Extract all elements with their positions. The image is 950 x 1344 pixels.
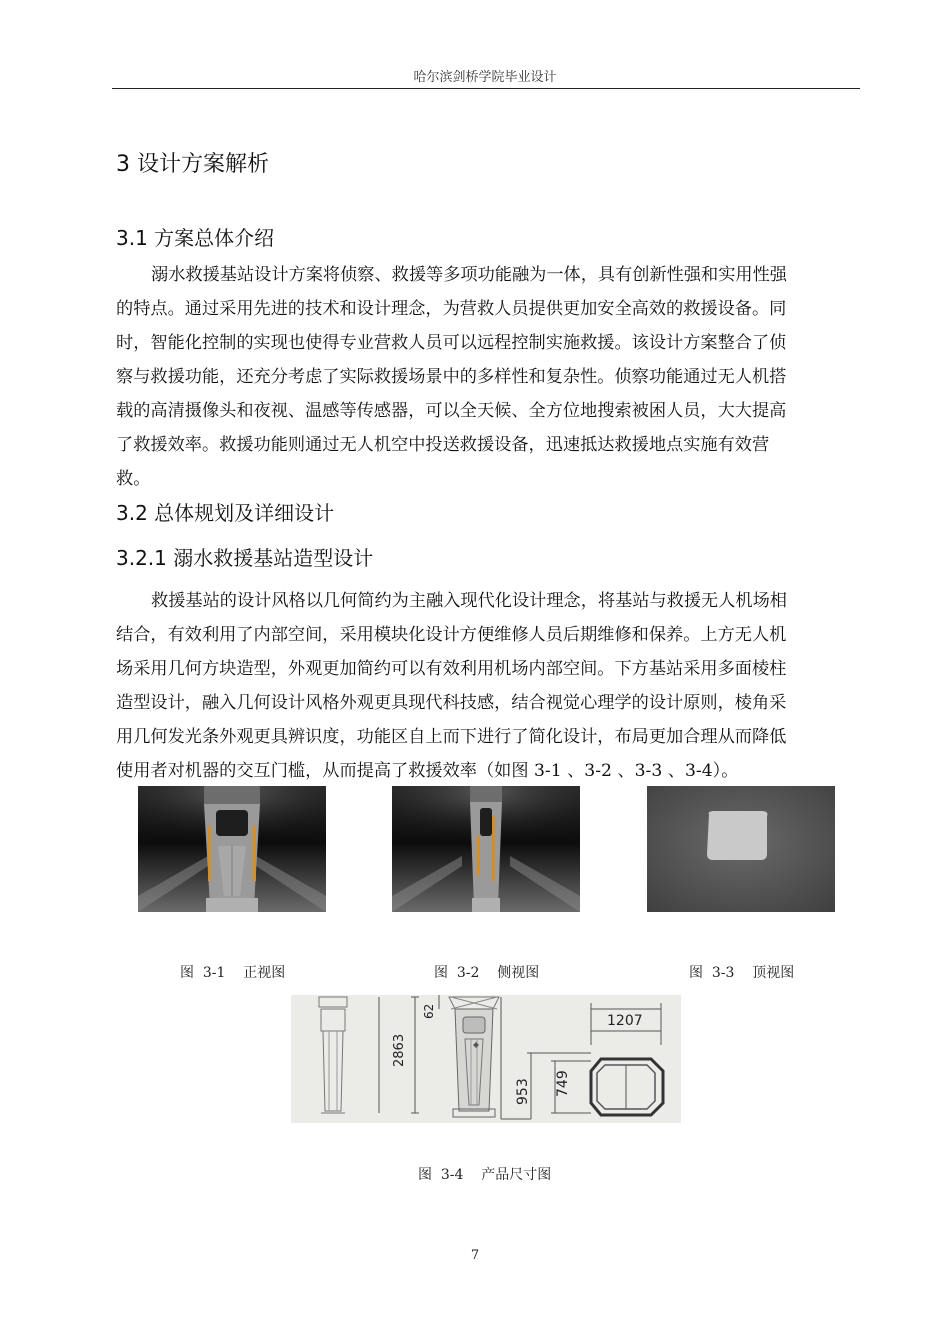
section-3-1-paragraph [116, 258, 862, 496]
figure-3-4-caption: 图 3-4 产品尺寸图 [418, 1167, 552, 1183]
page-header: 哈尔滨剑桥学院毕业设计 [413, 70, 557, 85]
figure-side-view [392, 786, 580, 912]
paragraph-line: 了救援效率。救援功能则通过无人机空中投送救援设备，迅速抵达救援地点实施有效营 [116, 435, 770, 455]
paragraph-line: 的特点。通过采用先进的技术和设计理念，为营救人员提供更加安全高效的救援设备。同 [116, 299, 787, 319]
paragraph-line: 结合，有效利用了内部空间，采用模块化设计方便维修人员后期维修和保养。上方无人机 [116, 625, 787, 645]
figure-3-3-caption: 图 3-3 顶视图 [689, 965, 795, 981]
front-view-render [138, 786, 326, 912]
paragraph-line: 造型设计，融入几何设计风格外观更具现代科技感，结合视觉心理学的设计原则，棱角采 [116, 693, 787, 713]
figure-3-2-caption: 图 3-2 侧视图 [434, 965, 540, 981]
section-title-3-2: 3.2 总体规划及详细设计 [116, 501, 335, 525]
paragraph-line: 使用者对机器的交互门槛，从而提高了救援效率（如图 3-1 、3-2 、3-3 、3-4）。 [116, 761, 739, 781]
dimension-label-height: 2863 [392, 1033, 407, 1067]
figure-top-view [647, 786, 835, 912]
section-title-3-1: 3.1 方案总体介绍 [116, 226, 275, 250]
paragraph-line: 救援基站的设计风格以几何简约为主融入现代化设计理念，将基站与救援无人机场相 [151, 591, 787, 611]
top-view-render [647, 786, 835, 912]
paragraph-line: 救。 [116, 469, 151, 489]
chapter-title: 3 设计方案解析 [116, 152, 269, 177]
paragraph-line: 载的高清摄像头和夜视、温感等传感器，可以全天候、全方位地搜索被困人员，大大提高 [116, 401, 787, 421]
paragraph-line: 用几何发光条外观更具辨识度，功能区自上而下进行了简化设计，布局更加合理从而降低 [116, 727, 787, 747]
page-number: 7 [470, 1248, 480, 1263]
dimension-label-depth: 953 [515, 1078, 531, 1105]
figure-dimension-drawing [291, 995, 681, 1123]
dimension-label-width: 1207 [607, 1013, 643, 1029]
figure-3-1-caption: 图 3-1 正视图 [180, 965, 286, 981]
dimension-label-inner-depth: 749 [555, 1070, 571, 1097]
section-3-2-1-paragraph [116, 584, 862, 788]
dimension-label-top: 62 [422, 1003, 436, 1019]
paragraph-line: 时，智能化控制的实现也使得专业营救人员可以远程控制实施救援。该设计方案整合了侦 [116, 333, 787, 353]
figure-front-view [138, 786, 326, 912]
paragraph-line: 场采用几何方块造型，外观更加简约可以有效利用机场内部空间。下方基站采用多面棱柱 [116, 659, 787, 679]
header-rule [112, 88, 860, 89]
dimension-drawing [291, 995, 681, 1123]
paragraph-line: 察与救援功能，还充分考虑了实际救援场景中的多样性和复杂性。侦察功能通过无人机搭 [116, 367, 787, 387]
paragraph-line: 溺水救援基站设计方案将侦察、救援等多项功能融为一体，具有创新性强和实用性强 [151, 265, 787, 285]
section-title-3-2-1: 3.2.1 溺水救援基站造型设计 [116, 546, 374, 570]
side-view-render [392, 786, 580, 912]
